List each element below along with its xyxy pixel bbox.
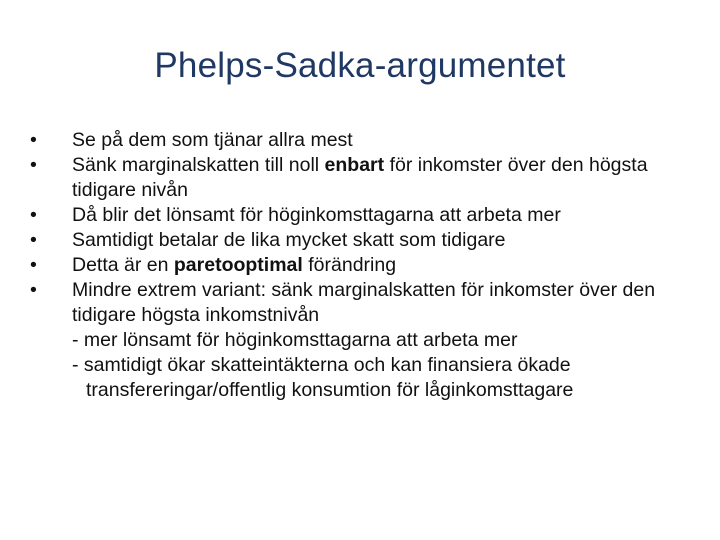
bullet-item [30, 153, 700, 203]
sub-line: - samtidigt ökar skatteintäkterna och kan finansiera ökade [72, 354, 571, 376]
bullet-list [30, 128, 700, 403]
bullet-text-part: förändring [302, 254, 397, 276]
slide-title: Phelps-Sadka-argumentet [154, 46, 566, 85]
bullet-icon: • [30, 129, 37, 151]
bullet-icon: • [30, 154, 37, 176]
bullet-text: Då blir det lönsamt för höginkomsttagarna att arbeta mer [72, 204, 561, 226]
bullet-text: Mindre extrem variant: sänk marginalskatten för inkomster över den tidigare högsta inkomstnivån [72, 279, 656, 326]
bullet-text-part: för inkomster över den högsta tidigare nivån [72, 154, 648, 201]
bullet-text: Samtidigt betalar de lika mycket skatt som tidigare [72, 229, 506, 251]
bullet-text-part: Detta är en [72, 254, 174, 276]
bullet-icon: • [30, 204, 37, 226]
sub-line-continuation: transfereringar/offentlig konsumtion för låginkomsttagare [86, 379, 574, 401]
bullet-text: Se på dem som tjänar allra mest [72, 129, 353, 151]
bullet-text-bold: paretooptimal [173, 254, 303, 276]
bullet-text-bold: enbart [324, 154, 385, 176]
bullet-icon: • [30, 229, 37, 251]
bullet-text-part: Sänk marginalskatten till noll [72, 154, 325, 176]
bullet-icon: • [30, 279, 37, 301]
bullet-item [30, 228, 700, 253]
bullet-item [30, 253, 700, 278]
bullet-icon: • [30, 254, 37, 276]
bullet-item [30, 278, 700, 403]
sub-line: - mer lönsamt för höginkomsttagarna att arbeta mer [72, 329, 518, 351]
bullet-item [30, 128, 700, 153]
bullet-item [30, 203, 700, 228]
